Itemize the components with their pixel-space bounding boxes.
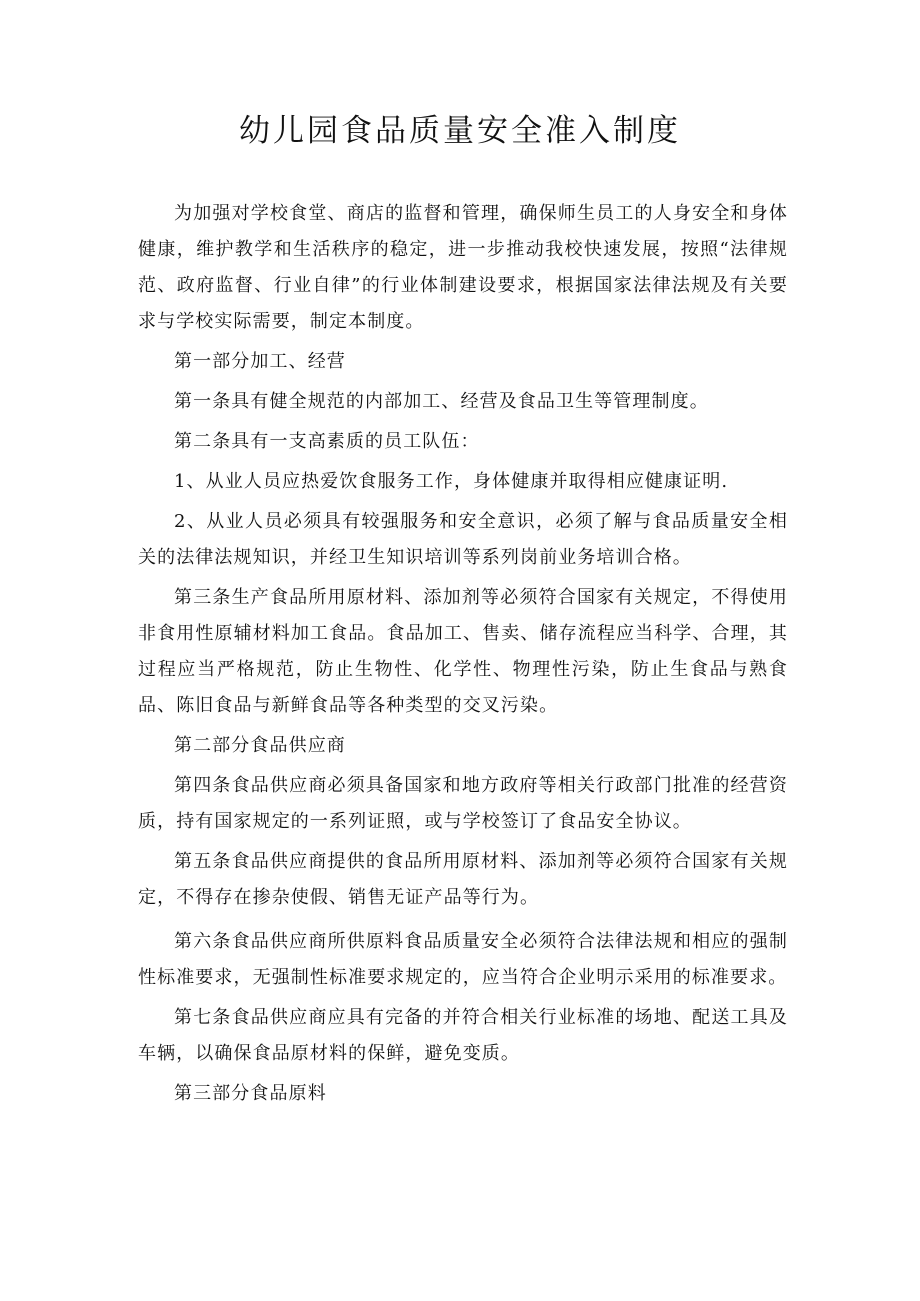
article-6: 第六条食品供应商所供原料食品质量安全必须符合法律法规和相应的强制性标准要求，无强制性标准要求规定的，应当符合企业明示采用的标准要求。	[138, 931, 788, 988]
section-heading-part-2: 第二部分食品供应商	[174, 735, 346, 756]
article-2-item-1: 1、从业人员应热爱饮食服务工作，身体健康并取得相应健康证明.	[174, 471, 729, 492]
article-7: 第七条食品供应商应具有完备的并符合相关行业标准的场地、配送工具及车辆，以确保食品原材料的保鲜，避免变质。	[138, 1007, 788, 1064]
article-2: 第二条具有一支高素质的员工队伍：	[174, 431, 480, 452]
article-4: 第四条食品供应商必须具备国家和地方政府等相关行政部门批准的经营资质，持有国家规定的一系列证照，或与学校签订了食品安全协议。	[138, 775, 788, 832]
intro-paragraph: 为加强对学校食堂、商店的监督和管理，确保师生员工的人身安全和身体健康，维护教学和生活秩序的稳定，进一步推动我校快速发展，按照“法律规范、政府监督、行业自律”的行业体制建设要求，根据国家法律法规及有关要求与学校实际需要，制定本制度。	[138, 203, 788, 332]
article-1: 第一条具有健全规范的内部加工、经营及食品卫生等管理制度。	[174, 391, 709, 412]
article-5: 第五条食品供应商提供的食品所用原材料、添加剂等必须符合国家有关规定，不得存在掺杂使假、销售无证产品等行为。	[138, 851, 788, 908]
article-2-item-2: 2、从业人员必须具有较强服务和安全意识，必须了解与食品质量安全相关的法律法规知识，并经卫生知识培训等系列岗前业务培训合格。	[138, 511, 788, 568]
section-heading-part-3: 第三部分食品原料	[174, 1083, 327, 1104]
section-heading-part-1: 第一部分加工、经营	[174, 351, 346, 372]
document-title: 幼儿园食品质量安全准入制度	[239, 113, 681, 149]
article-3: 第三条生产食品所用原材料、添加剂等必须符合国家有关规定，不得使用非食用性原辅材料加工食品。食品加工、售卖、储存流程应当科学、合理，其过程应当严格规范，防止生物性、化学性、物理性污染，防止生食品与熟食品、陈旧食品与新鲜食品等各种类型的交叉污染。	[138, 587, 788, 716]
document-body	[138, 196, 788, 1112]
